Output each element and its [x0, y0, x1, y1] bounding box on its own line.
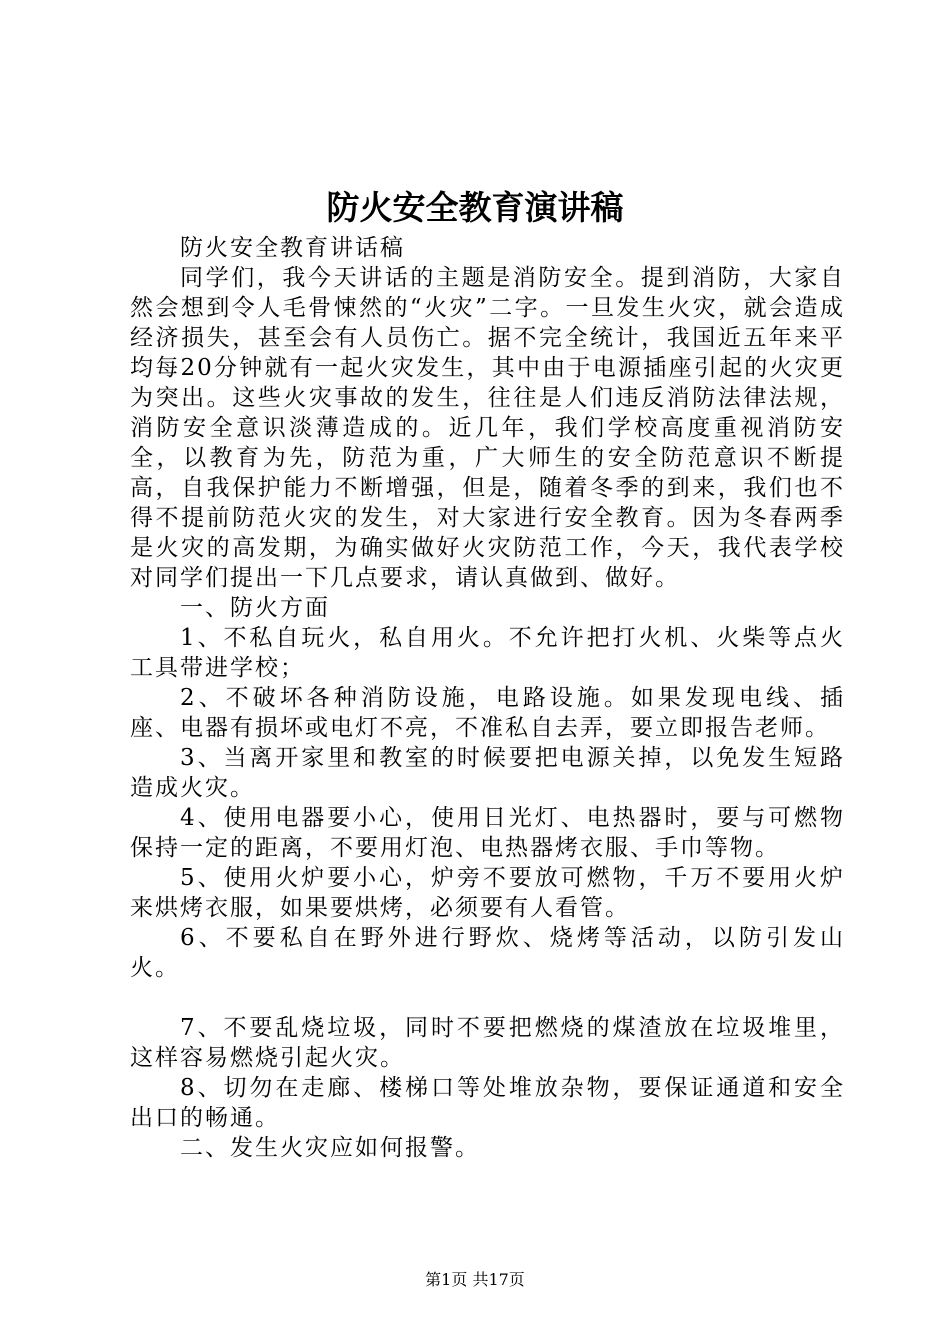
document-title: 防火安全教育演讲稿 — [326, 188, 624, 227]
page-number-footer: 第1页 共17页 — [425, 1270, 525, 1289]
rule-item-7: 7、不要乱烧垃圾，同时不要把燃烧的煤渣放在垃圾堆里，这样容易燃烧引起火灾。 — [130, 1015, 845, 1071]
speech-subtitle: 防火安全教育讲话稿 — [180, 235, 405, 261]
section-heading-fire-reporting: 二、发生火灾应如何报警。 — [180, 1135, 480, 1161]
document-body — [130, 233, 845, 1163]
rule-item-1: 1、不私自玩火，私自用火。不允许把打火机、火柴等点火工具带进学校； — [130, 625, 845, 681]
intro-paragraph: 同学们，我今天讲话的主题是消防安全。提到消防，大家自然会想到令人毛骨悚然的“火灾”二字。一旦发生火灾，就会造成经济损失，甚至会有人员伤亡。据不完全统计，我国近五年来平均每20分钟就有一起火灾发生，其中由于电源插座引起的火灾更为突出。这些火灾事故的发生，往往是人们违反消防法律法规，消防安全意识淡薄造成的。近几年，我们学校高度重视消防安全，以教育为先，防范为重，广大师生的安全防范意识不断提高，自我保护能力不断增强，但是，随着冬季的到来，我们也不得不提前防范火灾的发生，对大家进行安全教育。因为冬春两季是火灾的高发期，为确实做好火灾防范工作，今天，我代表学校对同学们提出一下几点要求，请认真做到、做好。 — [130, 265, 845, 591]
rule-item-3: 3、当离开家里和教室的时候要把电源关掉，以免发生短路造成火灾。 — [130, 745, 845, 801]
rule-item-2: 2、不破坏各种消防设施，电路设施。如果发现电线、插座、电器有损坏或电灯不亮，不准私自去弄，要立即报告老师。 — [130, 685, 845, 741]
rule-item-8: 8、切勿在走廊、楼梯口等处堆放杂物，要保证通道和安全出口的畅通。 — [130, 1075, 845, 1131]
rule-item-5: 5、使用火炉要小心，炉旁不要放可燃物，千万不要用火炉来烘烤衣服，如果要烘烤，必须要有人看管。 — [130, 865, 845, 921]
section-heading-fire-prevention: 一、防火方面 — [180, 595, 330, 621]
rule-item-6: 6、不要私自在野外进行野炊、烧烤等活动，以防引发山火。 — [130, 925, 845, 981]
rule-item-4: 4、使用电器要小心，使用日光灯、电热器时，要与可燃物保持一定的距离，不要用灯泡、电热器烤衣服、手巾等物。 — [130, 805, 845, 861]
